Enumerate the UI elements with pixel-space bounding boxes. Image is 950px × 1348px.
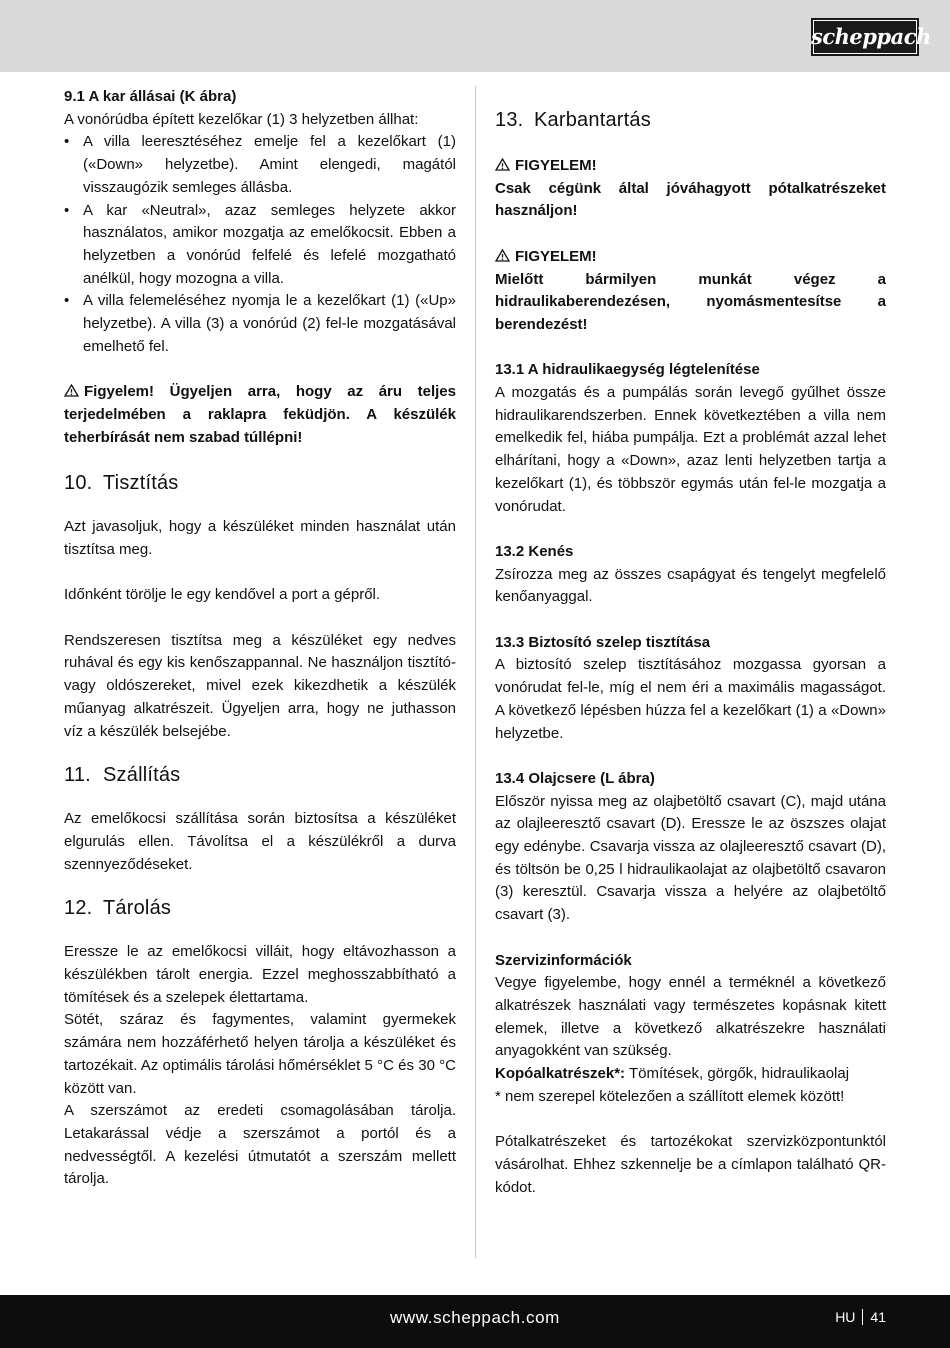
warning-label: FIGYELEM!	[515, 157, 597, 174]
section-13-2-text: Zsírozza meg az összes csapágyat és tengelyt megfelelő kenőanyaggal.	[495, 565, 886, 606]
language-code: HU	[835, 1309, 856, 1325]
section-13-3-text: A biztosító szelep tisztításához mozgassa gyorsan a vonórudat fel-le, míg el nem éri a maximális magasságot. A következő lépésben húzza fel a kezelőkart (1) a «Down» helyzetbe.	[495, 656, 886, 742]
section-12-heading	[64, 896, 456, 920]
section-13-4-title: 13.4 Olajcsere (L ábra)	[495, 769, 655, 787]
cleaning-paragraph-1: Azt javasoljuk, hogy a készüléket minden használat után tisztítsa meg.	[64, 518, 456, 558]
list-item: • A villa felemeléséhez nyomja le a kezelőkart (1) («Up» helyzetbe). A villa (3) a vonórúd (2) fel-le mozgatásával emelhető fel.	[64, 290, 456, 358]
storage-paragraph-1: Eressze le az emelőkocsi villáit, hogy eltávozhasson a készülékben tárolt energia. Ezzel meghosszabbítható a tömítések és a szelepek élettartama.	[64, 943, 456, 1006]
cleaning-paragraph-2: Időnként törölje le egy kendővel a port a gépről.	[64, 586, 381, 604]
footer-url: www.scheppach.com	[390, 1308, 560, 1327]
section-title: Szállítás	[103, 764, 181, 787]
section-13-heading	[495, 108, 886, 132]
wear-parts-label: Kopóalkatrészek*:	[495, 1065, 626, 1083]
section-13-4-text: Először nyissa meg az olajbetöltő csavart (C), majd utána az olajleeresztő csavart (D). Eressze le az öszszes olajat egy edénybe. Csavarja vissza az olajleeresztő csavart (D), és töltsön be 0,25 l hidraulikaolajat az olajbetöltő csavaron (3) keresztül. Csavarja vissza a helyére az olajbetöltő csavart (3).	[495, 792, 886, 924]
header-band	[0, 0, 950, 72]
warning-label: FIGYELEM!	[515, 247, 597, 265]
wear-parts-line	[495, 1063, 886, 1086]
page-number: 41	[870, 1309, 886, 1325]
section-10-heading	[64, 471, 456, 495]
section-title: Tisztítás	[103, 472, 179, 495]
section-number: 13.	[495, 109, 524, 131]
service-info-title: Szervizinformációk	[495, 951, 632, 969]
right-column	[495, 86, 886, 1199]
service-info-text: Vegye figyelembe, hogy ennél a terméknél a következő alkatrészek használati vagy természetes kopásnak kitett elemek, illetve a következő alkatrészekre használati anyagokként van szükség.	[495, 974, 886, 1060]
section-title: Tárolás	[103, 897, 172, 920]
list-item: • A kar «Neutral», azaz semleges helyzete akkor használatos, amikor mozgatja az emelőkocsit. Ebben a helyzetben a vonórúd felfelé és lefelé mozgatható anélkül, hogy mozogna a villa.	[64, 200, 456, 291]
section-title: Karbantartás	[534, 109, 651, 131]
section-13-2-title: 13.2 Kenés	[495, 542, 574, 560]
section-number: 10.	[64, 472, 93, 495]
warning-2-text: Mielőtt bármilyen munkát végez a hidraulikaberendezésen, nyomásmentesítse a berendezést!	[495, 270, 886, 333]
warning-1-text: Csak cégünk által jóváhagyott pótalkatrészeket használjon!	[495, 179, 886, 220]
scheppach-logo: scheppach	[811, 18, 919, 56]
left-column	[64, 86, 456, 1191]
storage-paragraph-2: Sötét, száraz és fagymentes, valamint gyermekek számára nem hozzáférhető helyen tárolja a készüléket és tartozékait. Az optimális tárolási hőmérséklet 5 °C és 30 °C között van.	[64, 1011, 456, 1097]
footer-band	[0, 1295, 950, 1348]
warning-triangle-icon	[64, 384, 79, 397]
section-11-heading	[64, 763, 456, 787]
section-number: 11.	[64, 764, 91, 787]
column-divider	[475, 86, 476, 1258]
section-13-1-title: 13.1 A hidraulikaegység légtelenítése	[495, 361, 760, 379]
warning-triangle-icon	[495, 158, 510, 171]
cleaning-paragraph-3: Rendszeresen tisztítsa meg a készüléket egy nedves ruhával és egy kis kenőszappannal. Ne használjon tisztító- vagy oldószereket, mivel ezek kikezdhetik a készülék műanyag alkatrészeit. Ügyeljen arra, hogy ne juthasson víz a készülék belsejébe.	[64, 631, 456, 740]
list-item: • A villa leeresztéséhez emelje fel a kezelőkart (1) («Down» helyzetbe). Amint elengedi, magától visszaugózik semleges állásba.	[64, 131, 456, 199]
transport-paragraph: Az emelőkocsi szállítása során biztosítsa a készüléket elgurulás ellen. Távolítsa el a készülékről a durva szennyeződéseket.	[64, 810, 456, 873]
load-warning	[64, 381, 456, 449]
separator	[862, 1309, 863, 1325]
section-13-1-text: A mozgatás és a pumpálás során levegő gyűlhet össze hidraulikarendszerben. Ennek következtében a villa nem emelkedik fel, hiába pumpálja. Ezt a problémát azzal lehet elhárítani, hogy a «Down», azaz lenti helyzetben tartja a kezelőkart (1), és többször egymás után fel-le mozgatja a vonórudat.	[495, 384, 886, 515]
section-13-3-title: 13.3 Biztosító szelep tisztítása	[495, 633, 711, 651]
warning-1-label	[495, 155, 886, 178]
section-9-1-title: 9.1 A kar állásai (K ábra)	[64, 88, 237, 105]
section-number: 12.	[64, 897, 93, 920]
load-warning-text: Figyelem! Ügyeljen arra, hogy az áru teljes terjedelmében a raklapra feküdjön. A készülék teherbírását nem szabad túllépni!	[64, 383, 456, 446]
spare-parts-text: Pótalkatrészeket és tartozékokat szervizközpontunktól vásárolhat. Ehhez szkennelje be a címlapon található QR-kódot.	[495, 1133, 886, 1196]
wear-parts-note: * nem szerepel kötelezően a szállított elemek között!	[495, 1087, 845, 1105]
wear-parts-text: Tömítések, görgők, hidraulikaolaj	[625, 1065, 850, 1083]
storage-paragraph-3: A szerszámot az eredeti csomagolásában tárolja. Letakarással védje a szerszámot a portól és a nedvességtől. A kezelési útmutatót a szerszám mellett tárolja.	[64, 1102, 456, 1188]
lever-positions-list	[64, 131, 456, 358]
section-9-1-intro: A vonórúdba épített kezelőkar (1) 3 helyzetben állhat:	[64, 110, 419, 128]
page-indicator	[835, 1309, 886, 1325]
warning-2-label	[495, 246, 886, 269]
warning-triangle-icon	[495, 249, 510, 262]
